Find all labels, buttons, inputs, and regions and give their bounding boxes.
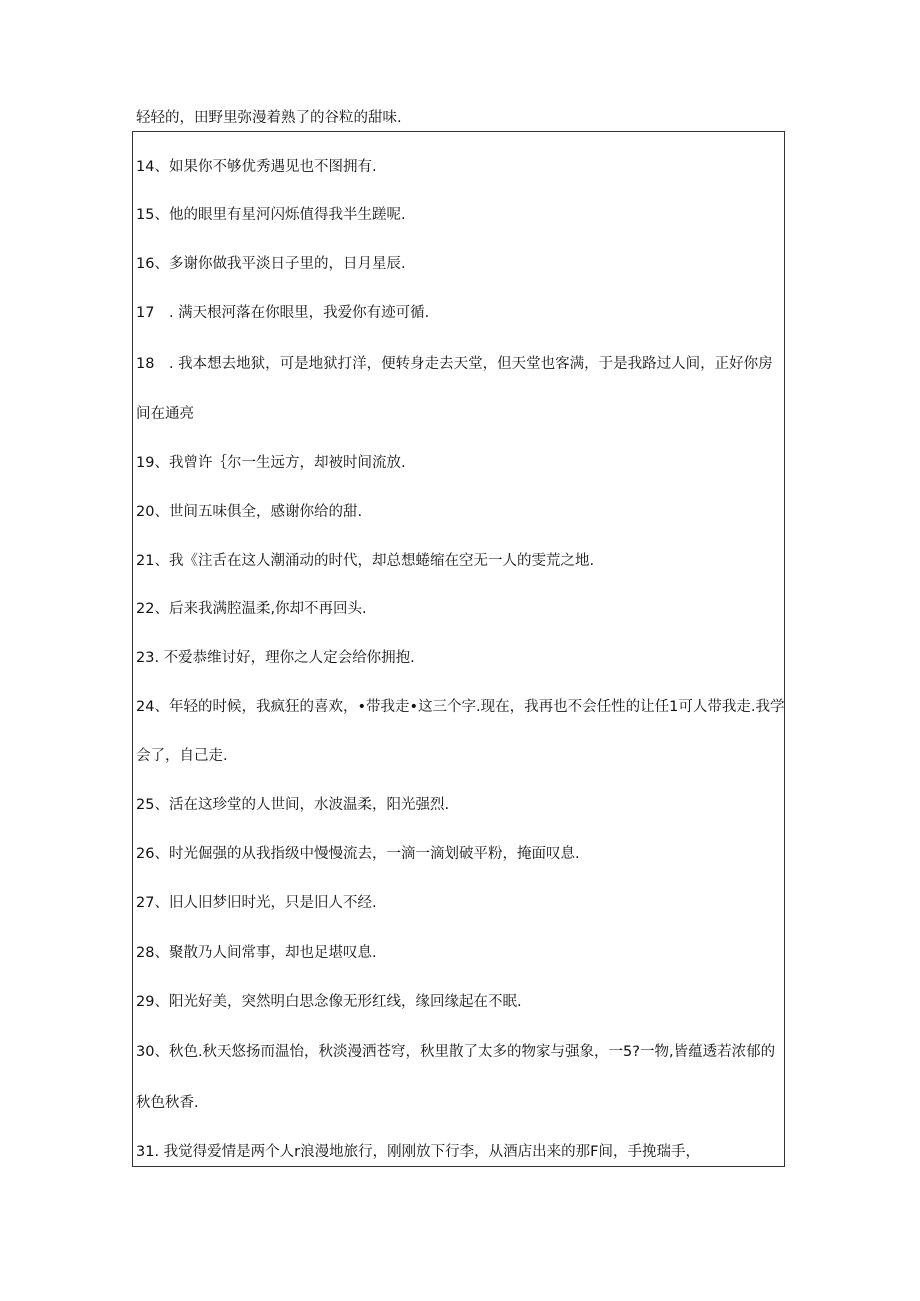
text-line-11: 23. 不爱恭维讨好，理你之人定会给你拥抱.	[136, 650, 415, 666]
lead-line: 轻轻的，田野里弥漫着熟了的谷粒的甜味.	[136, 110, 402, 126]
text-line-20: 秋色秋香.	[136, 1095, 199, 1111]
text-line-5: 18 . 我本想去地狱，可是地狱打洋，便转身走去天堂，但天堂也客满，于是我路过人间，正好你房	[136, 356, 773, 372]
text-line-16: 27、旧人旧梦旧时光，只是旧人不经.	[136, 895, 377, 911]
text-line-12: 24、年轻的时候，我疯狂的喜欢，•带我走•这三个字.现在，我再也不会任性的让任1可人带我走.我学	[136, 699, 785, 715]
text-line-13: 会了，自己走.	[136, 748, 228, 764]
text-line-8: 20、世间五味俱全，感谢你给的甜.	[136, 504, 363, 520]
text-line-6: 间在通亮	[136, 406, 194, 422]
text-line-19: 30、秋色.秋天悠扬而温怡，秋淡漫洒苍穹，秋里散了太多的物家与强象，一5?一物,皆蕴透若浓郁的	[136, 1044, 776, 1060]
text-line-1: 14、如果你不够优秀遇见也不图拥有.	[136, 159, 377, 175]
text-line-21: 31. 我觉得爱情是两个人r浪漫地旅行，刚刚放下行李，从酒店出来的那F间，手挽瑞手，	[136, 1144, 700, 1160]
text-line-7: 19、我曾许｛尔一生远方，却被时间流放.	[136, 455, 406, 471]
text-line-10: 22、后来我满腔温柔,你却不再回头.	[136, 601, 367, 617]
text-line-3: 16、多谢你做我平淡日子里的，日月星辰.	[136, 256, 406, 272]
text-line-17: 28、聚散乃人间常事，却也足堪叹息.	[136, 945, 377, 961]
text-line-2: 15、他的眼里有星河闪烁值得我半生蹉呢.	[136, 207, 406, 223]
text-line-18: 29、阳光好美，突然明白思念像无形红线，缘回缘起在不眠.	[136, 994, 522, 1010]
text-line-4: 17 . 满天根河落在你眼里，我爱你有迹可循.	[136, 305, 430, 321]
text-line-9: 21、我《注舌在这人潮涌动的时代，却总想蜷缩在空无一人的雯荒之地.	[136, 553, 595, 569]
text-line-15: 26、时光倔强的从我指级中慢慢流去，一滴一滴划破平粉，掩面叹息.	[136, 846, 580, 862]
text-line-14: 25、活在这珍堂的人世间，水波温柔，阳光强烈.	[136, 797, 450, 813]
